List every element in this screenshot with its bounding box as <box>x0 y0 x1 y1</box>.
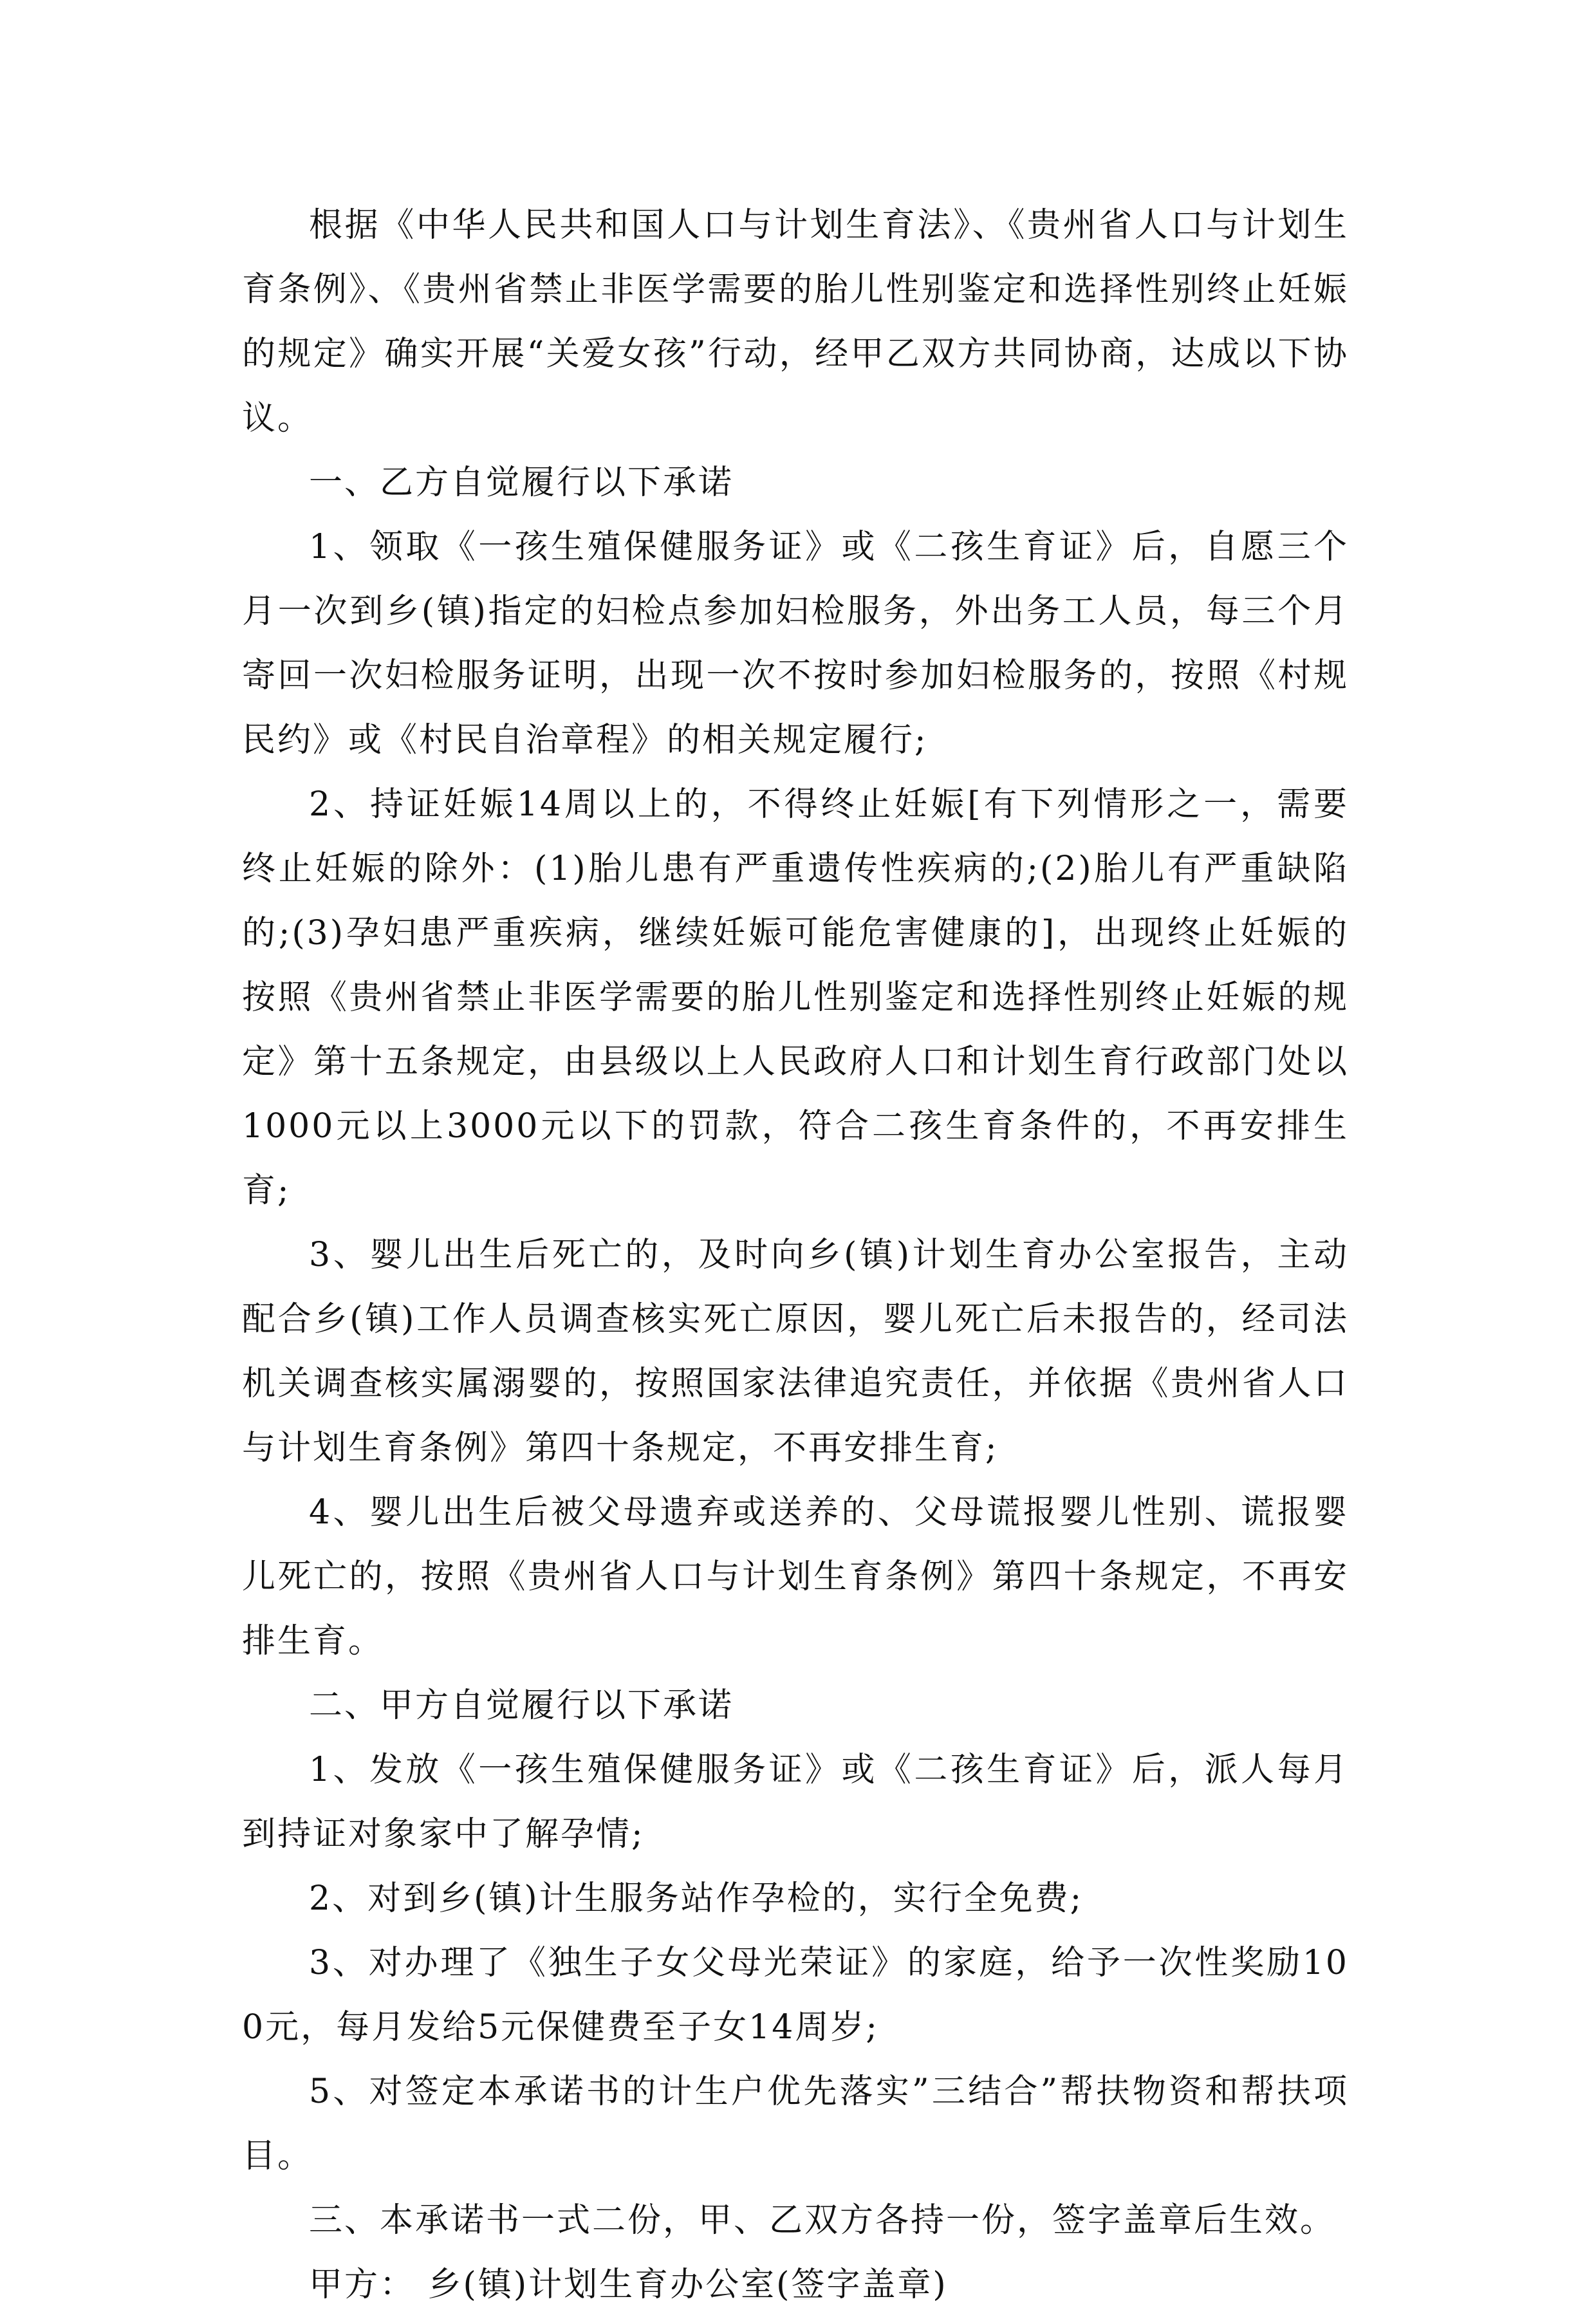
paragraph-b-item-4: 4、婴儿出生后被父母遗弃或送养的、父母谎报婴儿性别、谎报婴儿死亡的，按照《贵州省人口与计划生育条例》第四十条规定，不再安排生育。 <box>242 1493 1349 1661</box>
heading-party-a-commitments: 二、甲方自觉履行以下承诺 <box>309 1686 734 1725</box>
heading-party-b-commitments: 一、乙方自觉履行以下承诺 <box>309 463 734 502</box>
paragraph-a-item-5: 5、对签定本承诺书的计生户优先落实”三结合”帮扶物资和帮扶项目。 <box>242 2072 1349 2175</box>
paragraph-b-item-3: 3、婴儿出生后死亡的，及时向乡(镇)计划生育办公室报告，主动配合乡(镇)工作人员调查核实死亡原因，婴儿死亡后未报告的，经司法机关调查核实属溺婴的，按照国家法律追究责任，并依据《贵州省人口与计划生育条例》第四十条规定，不再安排生育; <box>242 1236 1349 1467</box>
paragraph-a-item-3: 3、对办理了《独生子女父母光荣证》的家庭，给予一次性奖励100元，每月发给5元保健费至子女14周岁; <box>242 1944 1349 2047</box>
paragraph-effectiveness: 三、本承诺书一式二份，甲、乙双方各持一份，签字盖章后生效。 <box>309 2201 1336 2240</box>
paragraph-b-item-1: 1、领取《一孩生殖保健服务证》或《二孩生育证》后，自愿三个月一次到乡(镇)指定的妇检点参加妇检服务，外出务工人员，每三个月寄回一次妇检服务证明，出现一次不按时参加妇检服务的，按照《村规民约》或《村民自治章程》的相关规定履行; <box>242 528 1349 759</box>
paragraph-a-item-2: 2、对到乡(镇)计生服务站作孕检的，实行全免费; <box>309 1879 1084 1918</box>
paragraph-a-item-1: 1、发放《一孩生殖保健服务证》或《二孩生育证》后，派人每月到持证对象家中了解孕情; <box>242 1751 1349 1854</box>
signature-party-a: 甲方： 乡(镇)计划生育办公室(签字盖章) <box>309 2266 948 2304</box>
paragraph-intro: 根据《中华人民共和国人口与计划生育法》、《贵州省人口与计划生育条例》、《贵州省禁止非医学需要的胎儿性别鉴定和选择性别终止妊娠的规定》确实开展“关爱女孩”行动，经甲乙双方共同协商，达成以下协议。 <box>242 206 1349 438</box>
document-body <box>242 193 1349 2317</box>
paragraph-b-item-2: 2、持证妊娠14周以上的，不得终止妊娠[有下列情形之一，需要终止妊娠的除外：(1)胎儿患有严重遗传性疾病的;(2)胎儿有严重缺陷的;(3)孕妇患严重疾病，继续妊娠可能危害健康的]，出现终止妊娠的按照《贵州省禁止非医学需要的胎儿性别鉴定和选择性别终止妊娠的规定》第十五条规定，由县级以上人民政府人口和计划生育行政部门处以1000元以上3000元以下的罚款，符合二孩生育条件的，不再安排生育; <box>242 785 1349 1210</box>
